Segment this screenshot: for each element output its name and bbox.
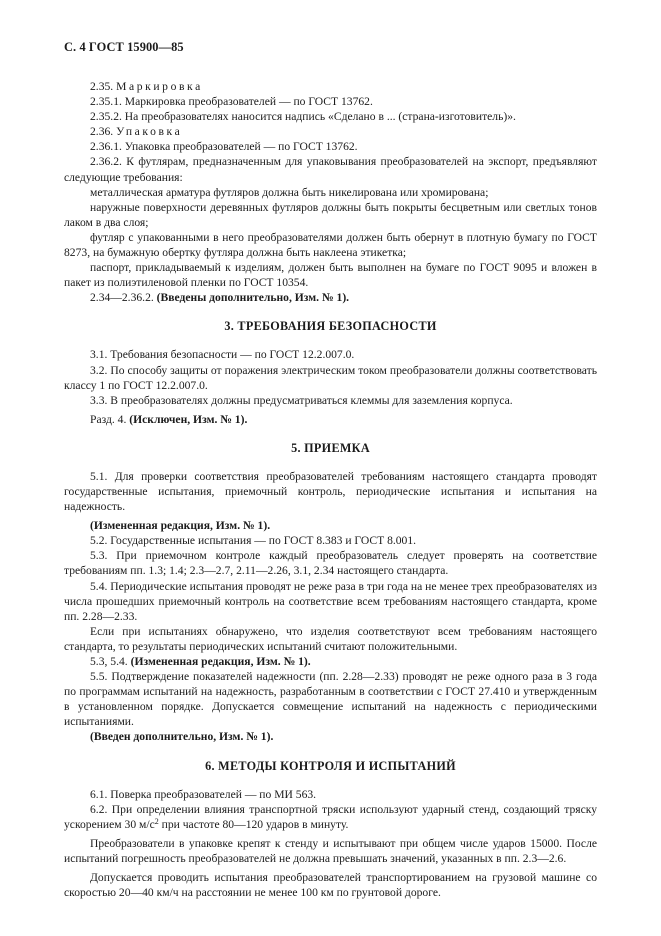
paragraph-text: Допускается проводить испытания преобразователей транспортированием на грузовой машине со скоростью 20—40 км/ч на расстоянии не менее 100 км по грунтовой дороге.: [64, 871, 597, 900]
spacer: [64, 456, 597, 469]
paragraph: [64, 260, 597, 290]
amendment-note: (Исключен, Изм. № 1).: [129, 412, 248, 426]
paragraph: [64, 393, 597, 408]
paragraph-text: 5.3, 5.4.: [90, 655, 131, 668]
amendment-note: (Измененная редакция, Изм. № 1).: [130, 655, 311, 668]
paragraph: [64, 79, 597, 94]
clause-title: Маркировка: [116, 80, 203, 93]
paragraph: [64, 518, 597, 533]
paragraph: [64, 469, 597, 514]
superscript: 2: [154, 816, 159, 826]
paragraph-text: 6.1. Поверка преобразователей — по МИ 563.: [90, 787, 317, 801]
clause-number: 2.36.: [90, 125, 114, 139]
paragraph-text: 2.34—2.36.2.: [90, 291, 157, 305]
paragraph-text: 5.4. Периодические испытания проводят не реже раза в три года на не менее трех преобразователях из числа прошедших приемочный контроль на соответствие всем требованиям настоящего стандарта, кроме пп. 2.28—2.33.: [64, 579, 598, 623]
paragraph: [64, 230, 597, 260]
paragraph: [64, 548, 597, 578]
paragraph: [64, 870, 597, 900]
paragraph-text: паспорт, прикладываемый к изделиям, должен быть выполнен на бумаге по ГОСТ 9095 и вложен в пакет из полиэтиленовой пленки по ГОСТ 10354.: [64, 261, 597, 290]
paragraph: [64, 669, 597, 729]
paragraph-text-continued: при частоте 80—120 ударов в минуту.: [158, 817, 349, 831]
spacer: [64, 427, 597, 441]
paragraph-text: Преобразователи в упаковке крепят к стенду и испытывают при общем числе ударов 15000. После испытаний погрешность преобразователей не должна превышать значений, указанных в пп. 2.3—2.6.: [64, 836, 597, 865]
paragraph-text: 3.1. Требования безопасности — по ГОСТ 12.2.007.0.: [90, 348, 355, 362]
paragraph-text: металлическая арматура футляров должна быть никелирована или хромирована;: [90, 185, 489, 199]
spacer: [64, 774, 597, 787]
paragraph: [64, 836, 597, 866]
paragraph: [64, 654, 597, 669]
paragraph-text: 5.3. При приемочном контроле каждый преобразователь следует проверять на соответствие требованиям пп. 1.3; 1.4; 2.3—2.7, 2.11—2.26, 3.1, 2.34 настоящего стандарта.: [64, 549, 597, 578]
paragraph-text: 2.36.1. Упаковка преобразователей — по ГОСТ 13762.: [90, 140, 358, 154]
paragraph-text: Если при испытаниях обнаружено, что изделия соответствуют всем требованиям настоящего стандарта, то результаты периодических испытаний считают положительными.: [64, 624, 597, 653]
section-heading: 6. МЕТОДЫ КОНТРОЛЯ И ИСПЫТАНИЙ: [205, 758, 456, 773]
paragraph: [64, 124, 597, 139]
paragraph-text: 6.2. При определении влияния транспортной тряски используют ударный стенд, создающий тряску ускорением 30 м/с: [64, 802, 597, 831]
paragraph: [64, 185, 597, 200]
paragraph: [64, 412, 597, 427]
paragraph: [64, 787, 597, 802]
paragraph: [64, 290, 597, 305]
paragraph: [64, 109, 597, 124]
paragraph: [64, 94, 597, 109]
clause-number: 2.35.: [90, 80, 114, 93]
paragraph: [64, 802, 597, 832]
spacer: [64, 745, 597, 759]
page-header: С. 4 ГОСТ 15900—85: [64, 40, 184, 54]
paragraph-text: Разд. 4.: [90, 412, 130, 426]
paragraph-text: 3.3. В преобразователях должны предусматриваться клеммы для заземления корпуса.: [90, 393, 513, 407]
amendment-note: (Введен дополнительно, Изм. № 1).: [90, 730, 274, 744]
paragraph: [64, 363, 597, 393]
document-body: [64, 79, 597, 900]
amendment-note: (Измененная редакция, Изм. № 1).: [90, 519, 271, 533]
paragraph-text: 2.35.2. На преобразователях наносится надпись «Сделано в ... (страна-изготовитель)».: [90, 110, 516, 124]
paragraph: [64, 139, 597, 154]
paragraph: [64, 624, 597, 654]
spacer: [64, 334, 597, 347]
paragraph: [64, 729, 597, 744]
paragraph-text: 5.5. Подтверждение показателей надежности (пп. 2.28—2.33) проводят не реже одного раза в 3 года по программам испытаний на надежность, разработанным в соответствии с ГОСТ 27.410 и утвержденным в установленном порядке. Допускается совмещение испытаний на надежность с периодическими испытаниями.: [64, 670, 597, 729]
paragraph-text: 2.35.1. Маркировка преобразователей — по ГОСТ 13762.: [90, 95, 373, 109]
spacer: [64, 305, 597, 319]
section-heading: 5. ПРИЕМКА: [291, 440, 370, 455]
paragraph: [64, 579, 597, 624]
paragraph-text: наружные поверхности деревянных футляров должны быть покрыты бесцветным или светлых тонов лаком в два слоя;: [64, 200, 597, 229]
paragraph-text: 5.1. Для проверки соответствия преобразователей требованиям настоящего стандарта проводят государственные испытания, приемочный контроль, периодические испытания и испытания на надежность.: [64, 469, 597, 514]
clause-title: Упаковка: [116, 125, 183, 139]
paragraph-text: 5.2. Государственные испытания — по ГОСТ 8.383 и ГОСТ 8.001.: [90, 534, 417, 548]
paragraph: [64, 533, 597, 548]
amendment-note: (Введены дополнительно, Изм. № 1).: [156, 291, 350, 305]
paragraph: [64, 154, 597, 184]
paragraph-text: 2.36.2. К футлярам, предназначенным для упаковывания преобразователей на экспорт, предъявляют следующие требования:: [64, 155, 597, 184]
paragraph: [64, 200, 597, 230]
paragraph: [64, 347, 597, 362]
paragraph-text: футляр с упакованными в него преобразователями должен быть обернут в плотную бумагу по ГОСТ 8273, на бумажную обертку футляра должна быть наклеена этикетка;: [64, 230, 597, 260]
section-heading: 3. ТРЕБОВАНИЯ БЕЗОПАСНОСТИ: [224, 319, 437, 334]
paragraph-text: 3.2. По способу защиты от поражения электрическим током преобразователи должны соответствовать классу 1 по ГОСТ 12.2.007.0.: [64, 363, 597, 392]
